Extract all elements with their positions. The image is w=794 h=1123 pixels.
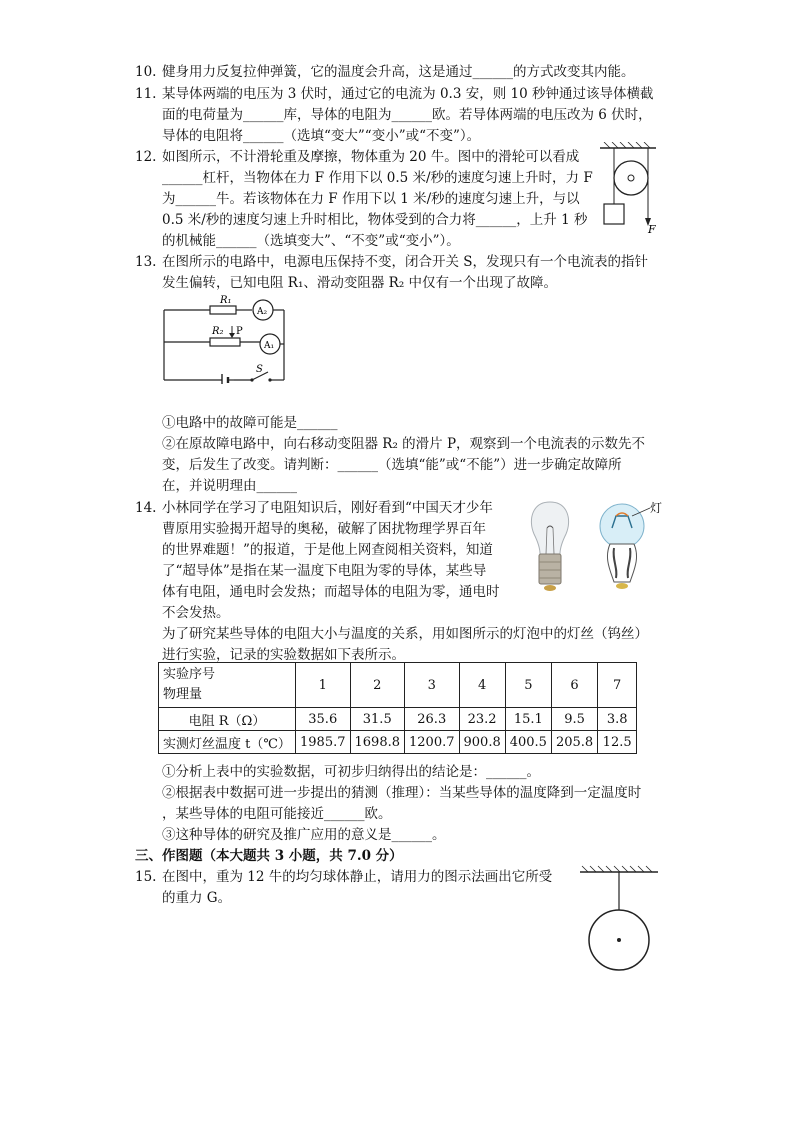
table-cell: 3.8 xyxy=(598,708,637,731)
table-cell: 31.5 xyxy=(350,708,405,731)
table-seq-cell: 2 xyxy=(350,663,405,708)
question-15-line-2: 的重力 G。 xyxy=(162,890,232,906)
table-cell: 26.3 xyxy=(405,708,460,731)
filament-lamp-label: 灯 xyxy=(650,501,663,515)
weight-block xyxy=(604,204,624,224)
question-14-sub-3: ③这种导体的研究及推广应用的意义是______。 xyxy=(162,827,446,843)
question-number-15: 15. xyxy=(135,869,157,885)
table-seq-cell: 7 xyxy=(598,663,637,708)
table-cell: 205.8 xyxy=(551,731,597,754)
slider-p-label: P xyxy=(236,326,243,337)
question-14-sub-2-line-2: ，某些导体的电阻可能接近______欧。 xyxy=(162,806,392,822)
table-row-label: 电阻 R（Ω） xyxy=(159,708,296,731)
table-cell: 15.1 xyxy=(505,708,551,731)
question-12-line-3: 为______牛。若该物体在力 F 作用下以 1 米/秒的速度匀速上升，与以 xyxy=(162,191,580,207)
table-cell: 35.6 xyxy=(296,708,351,731)
question-14-line-3: 的世界难题！”的报道，于是他上网查阅相关资料，知道 xyxy=(162,542,493,558)
ammeter-a1-label: A₁ xyxy=(264,341,275,351)
question-14-line-5: 体有电阻，通电时会发热；而超导体的电阻为零，通电时 xyxy=(162,584,500,600)
table-seq-cell: 4 xyxy=(459,663,505,708)
section-3-title: 三、作图题（本大题共 3 小题，共 7.0 分） xyxy=(135,848,403,864)
bulb-base xyxy=(539,554,561,584)
question-12-line-2: ______杠杆，当物体在力 F 作用下以 0.5 米/秒的速度匀速上升时，力 F xyxy=(162,170,593,186)
table-cell: 1698.8 xyxy=(350,731,405,754)
table-header-cell xyxy=(159,663,296,708)
force-label: F xyxy=(648,223,656,234)
table-row xyxy=(159,731,637,754)
question-10-text: 健身用力反复拉伸弹簧，它的温度会升高，这是通过______的方式改变其内能。 xyxy=(162,64,635,80)
table-cell: 12.5 xyxy=(598,731,637,754)
table-seq-cell: 5 xyxy=(505,663,551,708)
light-bulb-photo xyxy=(520,496,580,596)
table-cell: 9.5 xyxy=(551,708,597,731)
table-seq-cell: 6 xyxy=(551,663,597,708)
filament-bulb-glass xyxy=(600,504,644,548)
question-14-sub-1: ①分析上表中的实验数据，可初步归纳得出的结论是：______。 xyxy=(162,764,540,780)
question-13-sub-2-line-1: ②在原故障电路中，向右移动变阻器 R₂ 的滑片 P，观察到一个电流表的示数先不 xyxy=(162,436,646,452)
filament-bulb-neck xyxy=(607,544,636,582)
ammeter-a2-label: A₂ xyxy=(257,307,268,317)
table-header-top: 实验序号 xyxy=(163,667,216,682)
ceiling-hatch xyxy=(582,866,652,872)
table-cell: 400.5 xyxy=(505,731,551,754)
table-row xyxy=(159,708,637,731)
question-number-14: 14. xyxy=(135,500,157,516)
bulb-contact xyxy=(544,585,556,591)
table-row xyxy=(159,663,637,708)
question-14-line-7: 为了研究某些导体的电阻大小与温度的关系，用如图所示的灯泡中的灯丝（钨丝） xyxy=(162,626,648,642)
table-seq-cell: 3 xyxy=(405,663,460,708)
question-13-sub-1: ①电路中的故障可能是______ xyxy=(162,415,338,431)
question-12-line-5: 的机械能______（选填变大”、“不变”或“变小”）。 xyxy=(162,233,460,249)
table-cell: 1200.7 xyxy=(405,731,460,754)
question-12-line-4: 0.5 米/秒的速度匀速上升时相比，物体受到的合力将______，上升 1 秒 xyxy=(162,212,588,228)
resistor-r1-label: R₁ xyxy=(220,295,232,306)
question-14-line-1: 小林同学在学习了电阻知识后，刚好看到“中国天才少年 xyxy=(162,500,493,516)
question-14-sub-2-line-1: ②根据表中数据可进一步提出的猜测（推理）：当某些导体的温度降到一定温度时 xyxy=(162,785,642,801)
rheostat-r2-label: R₂ xyxy=(212,326,224,337)
question-number-13: 13. xyxy=(135,254,157,270)
hanging-ball-figure xyxy=(576,862,662,978)
question-number-11: 11. xyxy=(135,86,157,102)
question-13-sub-2-line-2: 变，后发生了改变。请判断：______（选填“能”或“不能”）进一步确定故障所 xyxy=(162,457,622,473)
ball-center xyxy=(617,938,621,942)
question-11-line-2: 面的电荷量为______库，导体的电阻为______欧。若导体两端的电压改为 6 伏时， xyxy=(162,107,652,123)
switch-s-label: S xyxy=(256,364,263,375)
question-12-line-1: 如图所示，不计滑轮重及摩擦，物体重为 20 牛。图中的滑轮可以看成 xyxy=(162,149,580,165)
pulley-axle xyxy=(628,175,634,181)
filament-bulb-contact xyxy=(616,583,628,589)
question-11-line-1: 某导体两端的电压为 3 伏时，通过它的电流为 0.3 安，则 10 秒钟通过该导体横截 xyxy=(162,86,654,102)
table-row-label: 实测灯丝温度 t（℃） xyxy=(159,731,296,754)
question-14-line-4: 了“超导体”是指在某一温度下电阻为零的导体，某些导 xyxy=(162,563,487,579)
bulb-glass xyxy=(531,502,568,554)
circuit-diagram xyxy=(160,292,290,384)
resistor-r1 xyxy=(210,306,236,314)
filament-illustration xyxy=(594,498,664,594)
table-cell: 900.8 xyxy=(459,731,505,754)
experiment-data-table xyxy=(158,662,637,754)
question-14-line-6: 不会发热。 xyxy=(162,605,230,621)
ceiling-hatch xyxy=(604,142,650,148)
table-cell: 1985.7 xyxy=(296,731,351,754)
table-seq-cell: 1 xyxy=(296,663,351,708)
question-14-line-2: 曹原用实验揭开超导的奥秘，破解了困扰物理学界百年 xyxy=(162,521,486,537)
question-14-line-8: 进行实验，记录的实验数据如下表所示。 xyxy=(162,647,405,663)
question-number-12: 12. xyxy=(135,149,157,165)
pulley-figure xyxy=(596,142,660,234)
table-header-bottom: 物理量 xyxy=(163,687,203,702)
question-13-line-2: 发生偏转，已知电阻 R₁、滑动变阻器 R₂ 中仅有一个出现了故障。 xyxy=(162,275,558,291)
question-15-line-1: 在图中，重为 12 牛的均匀球体静止，请用力的图示法画出它所受 xyxy=(162,869,553,885)
question-13-sub-2-line-3: 在，并说明理由______ xyxy=(162,478,297,494)
table-cell: 23.2 xyxy=(459,708,505,731)
rheostat-r2 xyxy=(210,338,240,346)
question-13-line-1: 在图所示的电路中，电源电压保持不变，闭合开关 S，发现只有一个电流表的指针 xyxy=(162,254,649,270)
question-number-10: 10. xyxy=(135,64,157,80)
question-11-line-3: 导体的电阻将______（选填“变大”“变小”或“不变”）。 xyxy=(162,128,481,144)
